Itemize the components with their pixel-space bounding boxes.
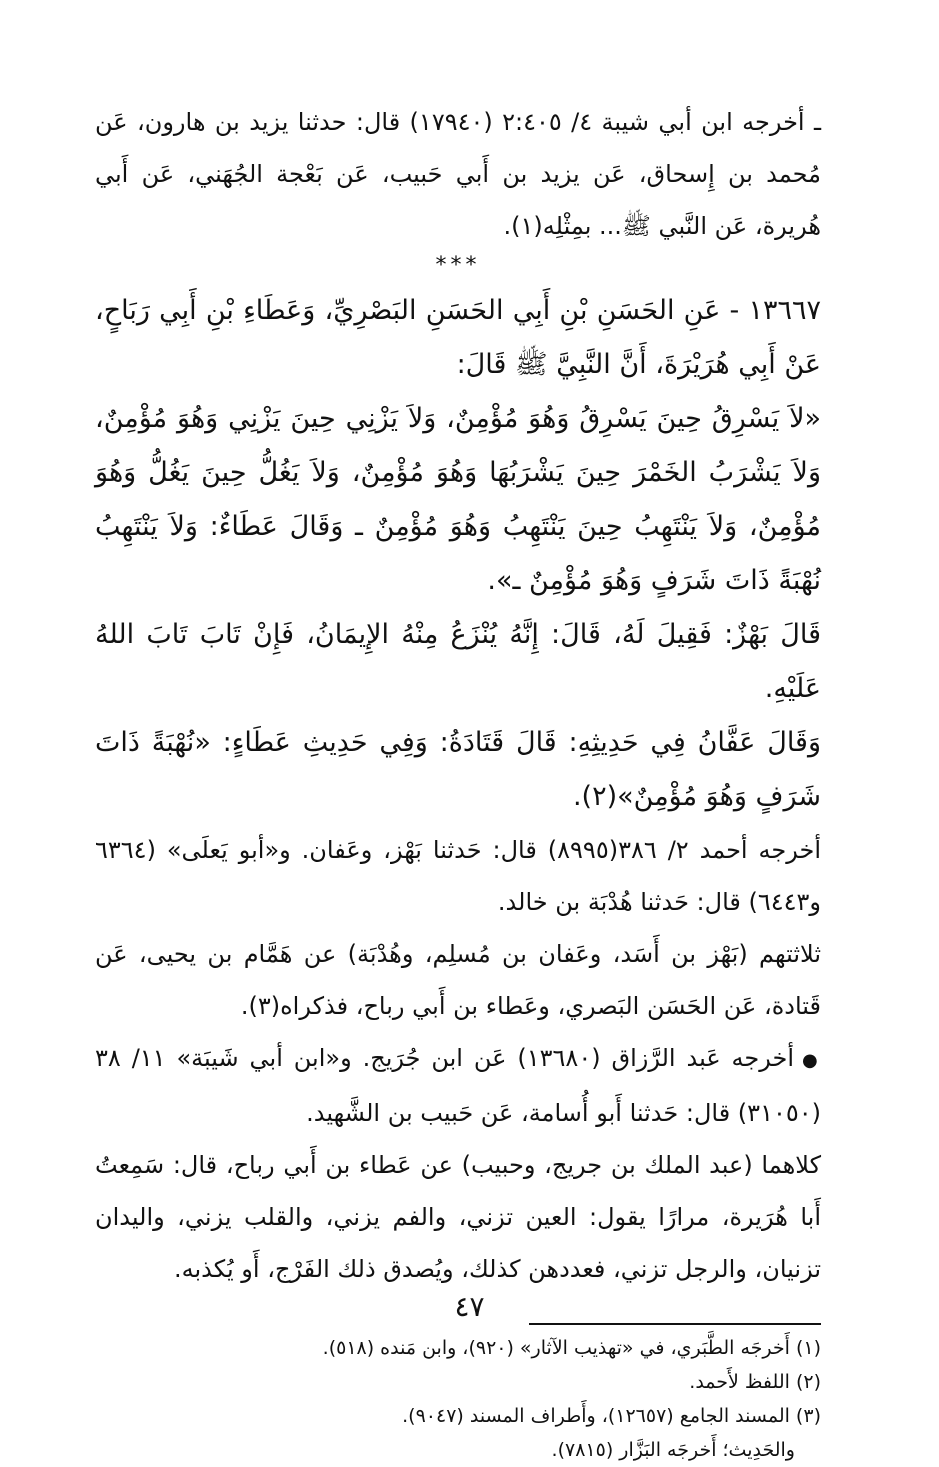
hadith-heading: ١٣٦٦٧ - عَنِ الحَسَنِ بْنِ أَبِي الحَسَنِ البَصْرِيِّ، وَعَطَاءِ بْنِ أَبِي رَبَاحٍ، عَنْ أَبِي هُرَيْرَةَ، أَنَّ النَّبِيَّ ﷺ قَالَ: bbox=[95, 295, 821, 380]
paragraph-takhrij-1: ـ أخرجه ابن أبي شيبة ٤/ ٢:٤٠٥ (١٧٩٤٠) قال: حدثنا يزيد بن هارون، عَن مُحمد بن إِسحاق، عَن يزيد بن أَبي حَبيب، عَن بَعْجة الجُهَني، عَن أَبي هُريرة، عَن النَّبي ﷺ... بمِثْلِه(١). bbox=[95, 108, 821, 240]
hadith-note-affan: وَقَالَ عَفَّانُ فِي حَدِيثِهِ: قَالَ قَتَادَةُ: وَفِي حَدِيثِ عَطَاءٍ: «نُهْبَةً ذَاتَ شَرَفٍ وَهُوَ مُؤْمِنٌ»(٢). bbox=[95, 727, 821, 812]
paragraph-narrators: ثلاثتهم (بَهْز بن أَسَد، وعَفان بن مُسلِم، وهُدْبَة) عن هَمَّام بن يحيى، عَن قَتادة، عَن الحَسَن البَصري، وعَطاء بن أَبي رباح، فذكراه(٣). bbox=[95, 940, 821, 1020]
footnote-2: (٢) اللفظ لأَحمد. bbox=[689, 1371, 821, 1393]
hadith-text: «لاَ يَسْرِقُ حِينَ يَسْرِقُ وَهُوَ مُؤْمِنٌ، وَلاَ يَزْنِي حِينَ يَزْنِي وَهُوَ مُؤْمِنٌ، وَلاَ يَشْرَبُ الخَمْرَ حِينَ يَشْرَبُهَا وَهُوَ مُؤْمِنٌ، وَلاَ يَغُلُّ حِينَ يَغُلُّ وَهُوَ مُؤْمِنٌ، وَلاَ يَنْتَهِبُ حِينَ يَنْتَهِبُ وَهُوَ مُؤْمِنٌ ـ وَقَالَ عَطَاءٌ: وَلاَ يَنْتَهِبُ نُهْبَةً ذَاتَ شَرَفٍ وَهُوَ مُؤْمِنٌ ـ». bbox=[95, 403, 821, 596]
main-text bbox=[95, 96, 821, 1295]
footnotes bbox=[95, 1331, 821, 1467]
hadith-note-bahz: قَالَ بَهْزٌ: فَقِيلَ لَهُ، قَالَ: إِنَّهُ يُنْزَعُ مِنْهُ الإِيمَانُ، فَإِنْ تَابَ تَابَ اللهُ عَلَيْهِ. bbox=[95, 619, 821, 704]
paragraph-takhrij-ahmad: أخرجه أحمد ٢/ ٣٨٦(٨٩٩٥) قال: حَدثنا بَهْز، وعَفان. و«أبو يَعلَى» (٦٣٦٤ و٦٤٤٣) قال: حَدثنا هُدْبَة بن خالد. bbox=[95, 836, 821, 916]
paragraph-both-narrators: كلاهما (عبد الملك بن جريج، وحبيب) عن عَطاء بن أَبي رباح، قال: سَمِعتُ أَبا هُرَيرة، مرارًا يقول: العين تزني، والفم يزني، والقلب يزني، واليدان تزنيان، والرجل تزني، فعددهن كذلك، ويُصدق ذلك الفَرْج، أَو يُكذبه. bbox=[95, 1151, 821, 1283]
bullet-icon: ● bbox=[802, 1050, 821, 1071]
footnote-3: (٣) المسند الجامع (١٢٦٥٧)، وأَطراف المسند (٩٠٤٧). bbox=[402, 1405, 821, 1427]
page-number: ٤٧ bbox=[454, 1290, 485, 1323]
paragraph-takhrij-abdrazzaq bbox=[95, 1032, 821, 1139]
footnote-divider bbox=[529, 1323, 821, 1325]
footnote-1: (١) أَخرجَه الطَّبَري، في «تهذيب الآثار» (٩٢٠)، وابن مَنده (٥١٨). bbox=[322, 1337, 821, 1359]
section-separator: *** bbox=[435, 253, 481, 278]
footnote-3-continued: والحَدِيث؛ أَخرجَه البَزَّار (٧٨١٥). bbox=[551, 1439, 795, 1461]
paragraph-text: أخرجه عَبد الرَّزاق (١٣٦٨٠) عَن ابن جُرَيج. و«ابن أبي شَيبَة» ١١/ ٣٨ (٣١٠٥٠) قال: حَدثنا أَبو أُسامة، عَن حَبيب بن الشَّهيد. bbox=[95, 1044, 821, 1127]
